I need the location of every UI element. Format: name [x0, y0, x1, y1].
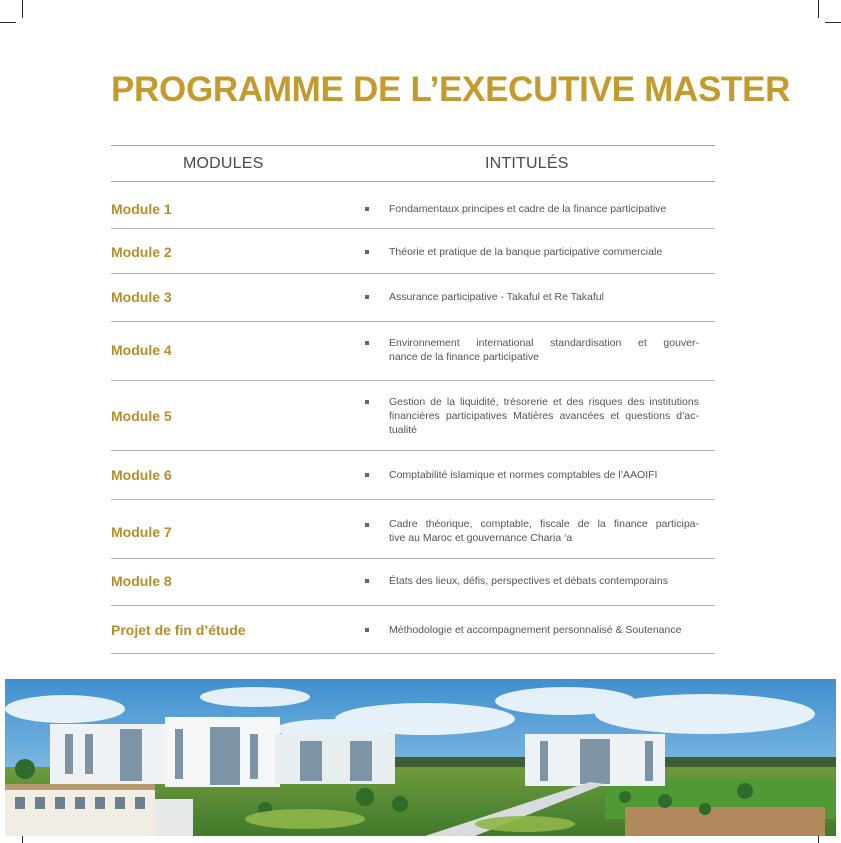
- bullet-icon: [365, 523, 369, 527]
- module-description: Fondamentaux principes et cadre de la finance participative: [389, 203, 667, 215]
- bullet-icon: [365, 341, 369, 345]
- table-row: [111, 229, 715, 274]
- table-row: [111, 322, 715, 381]
- header-intitules: INTITULÉS: [485, 155, 569, 172]
- bullet-icon: [365, 250, 369, 254]
- bullet-icon: [365, 628, 369, 632]
- module-label: Module 6: [111, 467, 172, 483]
- crop-mark: [825, 22, 841, 23]
- table-row: [111, 381, 715, 451]
- module-label: Module 7: [111, 524, 172, 540]
- bullet-icon: [365, 400, 369, 404]
- campus-panorama-photo: [5, 679, 836, 836]
- header-modules: MODULES: [183, 155, 264, 172]
- page-title: PROGRAMME DE L’EXECUTIVE MASTER: [111, 70, 791, 109]
- table-row: [111, 559, 715, 606]
- bullet-icon: [365, 207, 369, 211]
- module-description: États des lieux, défis, perspectives et débats contemporains: [389, 575, 668, 587]
- module-description: Théorie et pratique de la banque participative commerciale: [389, 246, 663, 258]
- module-description: Comptabilité islamique et normes comptables de l’AAOIFI: [389, 469, 658, 481]
- module-label: Module 2: [111, 244, 172, 260]
- table-row: [111, 500, 715, 559]
- module-description: Assurance participative - Takaful et Re Takaful: [389, 291, 604, 303]
- bullet-icon: [365, 579, 369, 583]
- crop-mark: [0, 22, 16, 23]
- module-description: Cadre théorique, comptable, fiscale de la finance participa- tive au Maroc et gouvernance Charia ‘a: [389, 518, 699, 544]
- module-label: Projet de fin d’étude: [111, 622, 246, 638]
- crop-mark: [22, 0, 23, 18]
- module-label: Module 8: [111, 573, 172, 589]
- program-table: [111, 145, 715, 654]
- table-row: [111, 274, 715, 322]
- table-header: [111, 145, 715, 182]
- module-description: Méthodologie et accompagnement personnalisé & Soutenance: [389, 624, 682, 636]
- module-label: Module 4: [111, 342, 172, 358]
- table-row: [111, 182, 715, 229]
- module-description: Environnement international standardisation et gouver- nance de la finance participative: [389, 337, 699, 363]
- table-row: [111, 606, 715, 654]
- table-row: [111, 451, 715, 500]
- bullet-icon: [365, 473, 369, 477]
- bullet-icon: [365, 295, 369, 299]
- module-description: Gestion de la liquidité, trésorerie et des risques des institutions financières participatives Matières avancées et questions d’ac- tualité: [389, 396, 699, 436]
- module-label: Module 3: [111, 289, 172, 305]
- module-label: Module 1: [111, 201, 172, 217]
- module-label: Module 5: [111, 408, 172, 424]
- crop-mark: [818, 0, 819, 18]
